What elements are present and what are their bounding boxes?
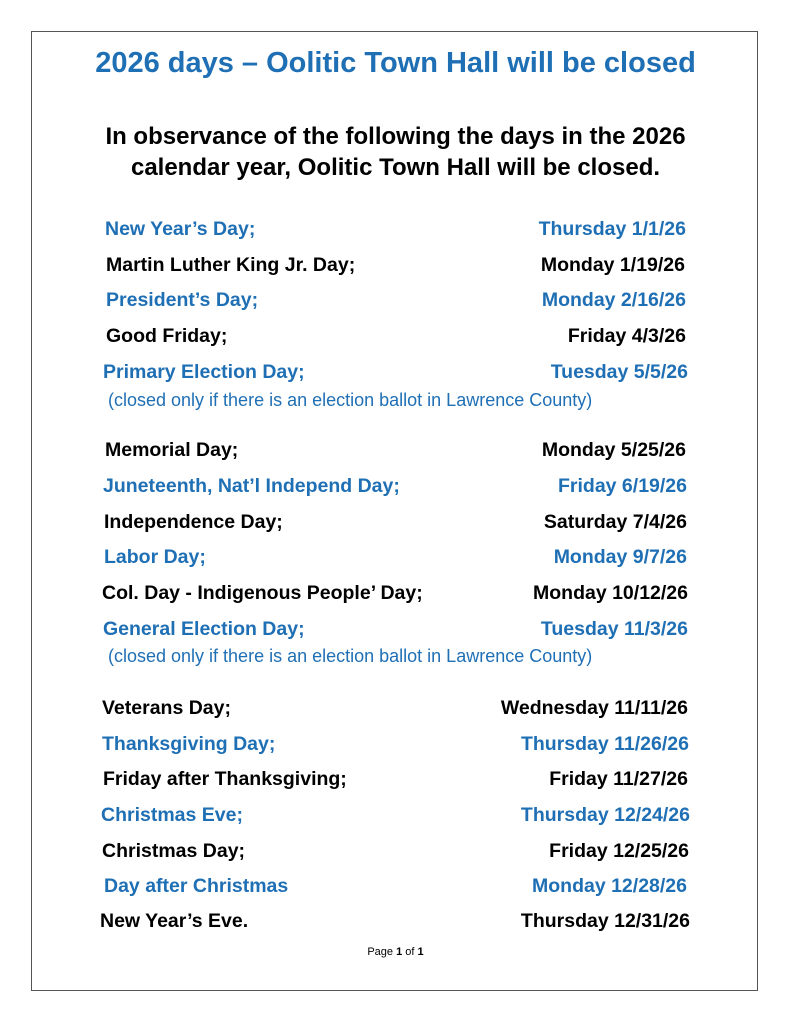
- holiday-date: Thursday 12/24/26: [520, 804, 690, 826]
- page-total: 1: [417, 946, 424, 958]
- holiday-name: Friday after Thanksgiving;: [103, 768, 347, 790]
- holiday-date: Tuesday 11/3/26: [540, 618, 688, 640]
- holiday-date: Thursday 1/1/26: [538, 218, 686, 240]
- holiday-date: Monday 5/25/26: [541, 439, 686, 461]
- holiday-name: Christmas Day;: [102, 840, 246, 862]
- holiday-name: Primary Election Day;: [103, 361, 305, 383]
- holiday-name: Col. Day - Indigenous People’ Day;: [102, 582, 423, 604]
- holiday-row-primary-election-day: [100, 361, 690, 387]
- holiday-date: Thursday 12/31/26: [520, 910, 690, 932]
- holiday-row-new-years-day: [100, 218, 690, 244]
- holiday-date: Tuesday 5/5/26: [550, 361, 688, 383]
- holiday-date: Saturday 7/4/26: [543, 511, 687, 533]
- holiday-date: Monday 1/19/26: [540, 254, 685, 276]
- holiday-row-good-friday: [100, 325, 690, 351]
- page-prefix: Page: [367, 946, 397, 958]
- holiday-date: Monday 10/12/26: [533, 582, 688, 604]
- holiday-date: Friday 4/3/26: [567, 325, 686, 347]
- holiday-row-thanksgiving-day: [100, 733, 690, 759]
- holiday-name: Thanksgiving Day;: [102, 733, 276, 755]
- holiday-date: Monday 12/28/26: [532, 875, 687, 897]
- holiday-row-veterans-day: [100, 697, 690, 723]
- holiday-row-day-after-christmas: [100, 875, 690, 901]
- holiday-row-new-years-eve: [100, 910, 690, 936]
- holiday-date: Thursday 11/26/26: [520, 733, 689, 755]
- holiday-row-christmas-eve: [100, 804, 690, 830]
- holiday-row-columbus-indigenous-day: [100, 582, 690, 608]
- holiday-date: Wednesday 11/11/26: [500, 697, 688, 719]
- holiday-row-mlk-day: [100, 254, 690, 280]
- holiday-name: Juneteenth, Nat’l Independ Day;: [103, 475, 400, 497]
- holiday-name: Martin Luther King Jr. Day;: [106, 254, 356, 276]
- holiday-name: Labor Day;: [104, 546, 206, 568]
- holiday-name: New Year’s Eve.: [100, 910, 249, 932]
- holiday-name: President’s Day;: [106, 289, 259, 311]
- holiday-date: Monday 9/7/26: [553, 546, 687, 568]
- page-current: 1: [396, 946, 403, 958]
- page-separator: of: [402, 946, 418, 958]
- holiday-row-presidents-day: [100, 289, 690, 315]
- holiday-row-christmas-day: [100, 840, 690, 866]
- holiday-name: New Year’s Day;: [105, 218, 256, 240]
- holiday-date: Friday 11/27/26: [549, 768, 688, 790]
- holiday-name: General Election Day;: [103, 618, 305, 640]
- page-title: 2026 days – Oolitic Town Hall will be closed: [95, 47, 696, 79]
- holiday-name: Day after Christmas: [104, 875, 289, 897]
- holiday-row-labor-day: [100, 546, 690, 572]
- holiday-row-memorial-day: [100, 439, 690, 465]
- holiday-date: Friday 12/25/26: [549, 840, 689, 862]
- holiday-name: Christmas Eve;: [101, 804, 243, 826]
- holiday-date: Monday 2/16/26: [541, 289, 686, 311]
- intro-line-1: In observance of the following the days in the 2026: [105, 123, 686, 150]
- holiday-name: Veterans Day;: [102, 697, 231, 719]
- general-election-note: (closed only if there is an election ballot in Lawrence County): [108, 646, 593, 666]
- page-number: [0, 946, 791, 958]
- primary-election-note: (closed only if there is an election ballot in Lawrence County): [108, 390, 593, 410]
- holiday-row-independence-day: [100, 511, 690, 537]
- intro-line-2: calendar year, Oolitic Town Hall will be closed.: [130, 154, 661, 181]
- holiday-name: Independence Day;: [104, 511, 283, 533]
- holiday-date: Friday 6/19/26: [558, 475, 687, 497]
- holiday-row-general-election-day: [100, 618, 690, 644]
- holiday-name: Good Friday;: [106, 325, 228, 347]
- holiday-row-friday-after-thanksgiving: [100, 768, 690, 794]
- holiday-name: Memorial Day;: [105, 439, 239, 461]
- holiday-row-juneteenth: [100, 475, 690, 501]
- intro-text: [60, 121, 731, 183]
